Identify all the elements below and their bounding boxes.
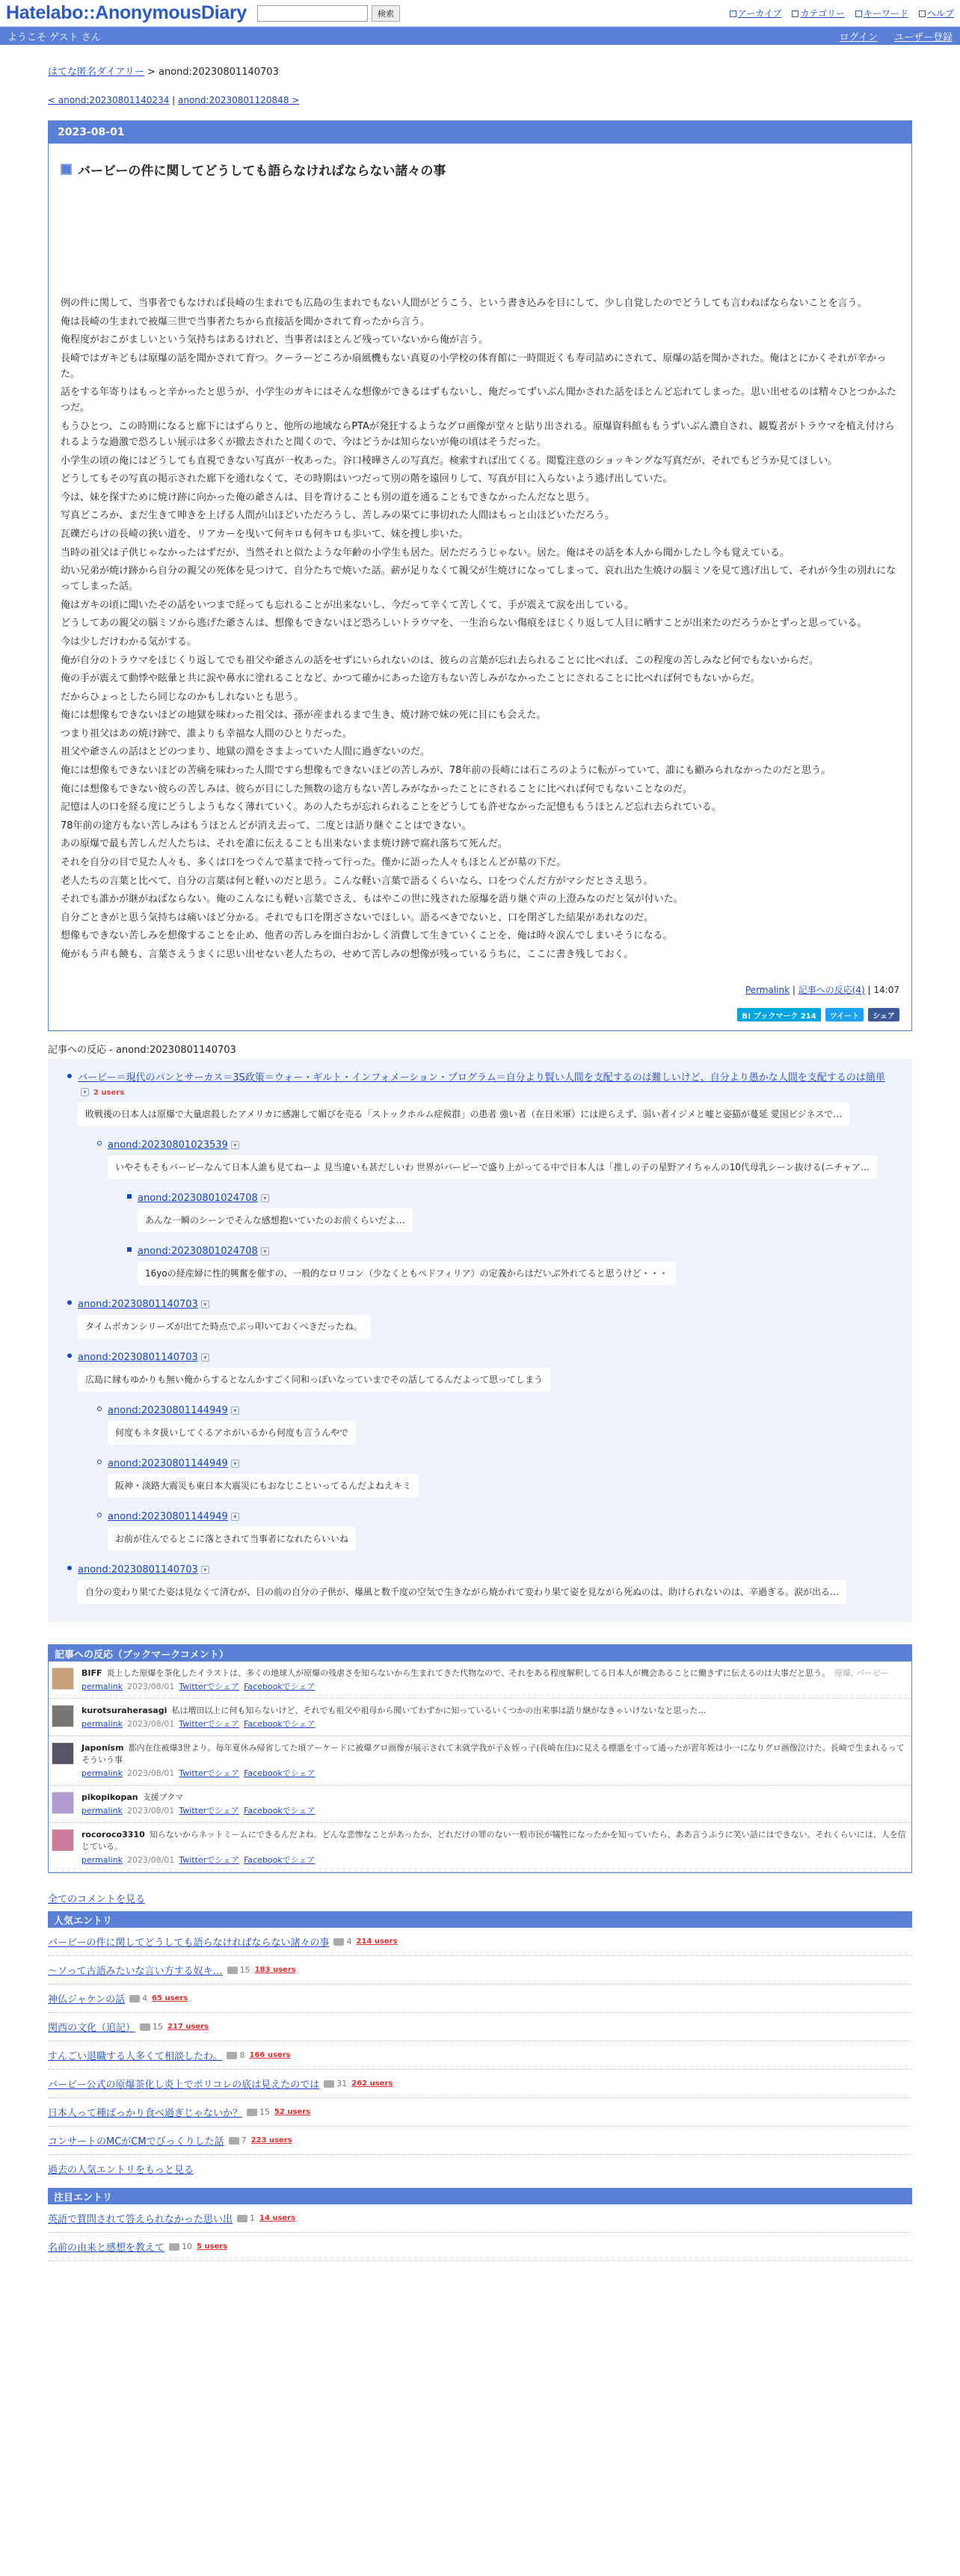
bookmark-row <box>49 1662 911 1699</box>
tweet-button[interactable]: ツイート <box>825 1008 864 1021</box>
response-users-count[interactable]: 2 users <box>93 1089 125 1097</box>
bookmark-content <box>81 1667 889 1693</box>
comment-count-value: 8 <box>239 2050 245 2060</box>
entry-link[interactable]: 日本人って種ばっかり食べ過ぎじゃないか？ <box>48 2108 243 2119</box>
entry-paragraph: 話をする年寄りはもっと辛かったと思うが、小学生のガキにはそんな想像ができるはずもないし、俺だってずいぶん聞かされた話をほとんど忘れてしまった。思い出せるのは精々ひとつかふたつだ。 <box>61 387 896 414</box>
entry-paragraph: だからひょっとしたら同じなのかもしれないとも思う。 <box>61 691 304 703</box>
chevron-down-icon[interactable]: ▾ <box>201 1300 209 1309</box>
chevron-down-icon[interactable]: ▾ <box>261 1247 269 1255</box>
register-link[interactable]: ユーザー登録 <box>893 31 953 43</box>
response-title-link[interactable]: anond:20230801024708 <box>138 1193 258 1204</box>
bookmark-permalink[interactable]: permalink <box>81 1682 123 1691</box>
bullet-icon <box>97 1513 102 1517</box>
comment-count <box>140 2022 163 2032</box>
bookmark-permalink[interactable]: permalink <box>81 1855 123 1865</box>
response-body-wrap <box>78 1363 894 1392</box>
avatar[interactable] <box>52 1667 74 1690</box>
response-body: 敗戦後の日本人は原爆で大量虐殺したアメリカに感謝して媚びを売る「ストックホルム症候群」の患者 強い者（在日米軍）には逆らえず、弱い者イジメと嘘と姿猫が蔓延 愛国ビジネスで… <box>78 1102 849 1126</box>
facebook-share-link[interactable]: Facebookでシェア <box>244 1768 316 1778</box>
entry-body <box>61 295 899 962</box>
bullet-icon <box>97 1460 102 1464</box>
bookmark-date: 2023/08/01 <box>127 1719 175 1729</box>
chevron-down-icon[interactable]: ▾ <box>231 1513 239 1521</box>
chevron-down-icon[interactable]: ▾ <box>231 1407 239 1415</box>
bookmark-row <box>49 1786 911 1823</box>
response-title-link[interactable]: anond:20230801144949 <box>108 1405 228 1416</box>
popular-list <box>48 1928 912 2155</box>
entry-paragraph: 写真どころか、まだ生きて呻きを上げる人間が山ほどいただろうし、苦しみの果てに事切れた人間はもっと山ほどいただろう。 <box>61 510 615 522</box>
facebook-share-link[interactable]: Facebookでシェア <box>244 1719 316 1729</box>
entry-link[interactable]: バービーの件に関してどうしても語らなければならない諸々の事 <box>48 1937 330 1949</box>
bullet-icon <box>97 1141 102 1146</box>
entry-paragraph: 俺がもう声も饒も、言葉さえうまくに思い出せない老人たちの、せめて苦しみの想像が残っているうちに、ここに書き残しておく。 <box>61 949 634 960</box>
bookmark-meta <box>81 1718 706 1730</box>
bookmark-content <box>81 1705 706 1730</box>
users-count[interactable]: 183 users <box>254 1966 296 1974</box>
response-body: 何度もネタ扱いしてくるアホがいるから何度も言うんやで <box>108 1421 356 1445</box>
entry-title <box>61 160 899 179</box>
response-body-wrap <box>108 1151 894 1179</box>
bookmark-user[interactable]: pikopikopan <box>81 1792 138 1802</box>
users-count[interactable]: 52 users <box>274 2108 311 2116</box>
entry-paragraph: 瓦礫だらけの長崎の狭い道を、リアカーを曳いて何キロも何キロも歩いて、妹を捜し歩いた。 <box>61 528 469 540</box>
popular-more-row <box>48 2155 912 2182</box>
bookmark-line <box>81 1742 911 1766</box>
help-link[interactable] <box>919 7 954 19</box>
bookmark-user[interactable]: BIFF <box>81 1668 102 1678</box>
entry-box <box>48 120 912 1031</box>
bookmark-row <box>49 1736 911 1786</box>
entry-paragraph: つまり祖父はあの焼け跡で、誰よりも幸福な人間のひとりだった。 <box>61 728 352 740</box>
entry-time: | 14:07 <box>864 985 899 995</box>
twitter-share-link[interactable]: Twitterでシェア <box>179 1806 240 1816</box>
entry-paragraph: 俺には想像もできない彼らの苦しみは、彼らが目にした無数の途方もない苦しみがなかったことにされることに比べれば何でもないことなのだ。 <box>61 783 693 795</box>
popular-more-link[interactable]: 過去の人気エントリをもっと見る <box>48 2164 194 2176</box>
chevron-down-icon[interactable]: ▾ <box>81 1088 89 1096</box>
pager-sep: | <box>169 95 178 105</box>
entry-paragraph: どうしてあの親父の脳ミソから逃げた爺さんは、想像もできないほど恐ろしいトラウマを、一生治らない傷痕をほじくり返して人目に晒すことが出来たのだろうかとずっと思っている。 <box>61 618 867 630</box>
archive-icon <box>730 10 736 17</box>
entry-paragraph: 想像もできない苦しみを想像することを止め、他者の苦しみを面白おかしく消費して生きていくことを、俺は時々涙んでしまいそうになる。 <box>61 930 673 942</box>
attention-list <box>48 2204 912 2261</box>
twitter-share-link[interactable]: Twitterでシェア <box>179 1855 240 1865</box>
help-label: ヘルプ <box>926 8 954 19</box>
avatar[interactable] <box>52 1705 74 1727</box>
response-title-link[interactable]: anond:20230801144949 <box>108 1511 228 1522</box>
bookmark-line <box>81 1829 911 1853</box>
entry-paragraph: 当時の祖父は子供じゃなかったはずだが、当然それと似たような年齢の小学生も居た。居ただろうじゃない。居た。俺はその話を本人から聞かしたし今も覚えている。 <box>61 547 790 559</box>
entry-paragraph: 俺には想像もできないほどの地獄を味わった祖父は、孫が産まれるまで生き、焼け跡で妹の死に目にも会えた。 <box>61 710 547 722</box>
bullet-icon <box>97 1407 102 1411</box>
login-link[interactable]: ログイン <box>839 31 878 43</box>
bookmark-comment: 都内在住被爆3世より。毎年夏休み帰省してた頃アーケードに被爆グロ画像が展示されて未就学我が子＆姪っ子(長崎在住)に見える標悪を寸って通ったが習年姪は小一になりグロ画像泣けた。長崎で生まれるってそういう事 <box>81 1743 905 1765</box>
chevron-down-icon[interactable]: ▾ <box>231 1141 239 1149</box>
bookmark-row <box>49 1699 911 1736</box>
comment-count-value: 15 <box>239 1965 250 1975</box>
response-body-wrap <box>78 1576 894 1604</box>
bookmark-comment: 支援ブクマ <box>142 1792 184 1802</box>
facebook-share-link[interactable]: Facebookでシェア <box>244 1855 316 1865</box>
response-body: 阪神・淡路大震災も東日本大震災にもおなじこといってるんだよねえキミ <box>108 1474 419 1498</box>
bookmark-list <box>49 1662 911 1872</box>
users-count[interactable]: 65 users <box>152 1994 188 2002</box>
bookmark-date: 2023/08/01 <box>127 1855 175 1865</box>
comment-count <box>324 2079 347 2088</box>
facebook-share-button[interactable]: シェア <box>868 1008 899 1021</box>
comment-count <box>227 1965 250 1975</box>
response-body-wrap <box>138 1257 894 1285</box>
facebook-share-link[interactable]: Facebookでシェア <box>244 1806 316 1816</box>
comment-icon <box>129 1995 140 2002</box>
bookmark-date: 2023/08/01 <box>127 1682 175 1691</box>
site-logo[interactable]: Hatelabo::AnonymousDiary <box>6 2 247 23</box>
entry-row <box>48 2070 912 2098</box>
response-item <box>78 1069 894 1126</box>
response-item <box>108 1137 894 1179</box>
entry-blank-space <box>61 179 899 295</box>
bookmark-comments <box>48 1644 912 1873</box>
comment-count <box>229 2136 247 2145</box>
comment-icon <box>169 2243 179 2251</box>
main-content <box>0 64 960 2261</box>
comment-count-value: 1 <box>250 2213 256 2223</box>
breadcrumb-current: anond:20230801140703 <box>159 67 279 78</box>
comment-count-value: 4 <box>346 1937 352 1946</box>
avatar[interactable] <box>52 1792 74 1814</box>
bookmark-content <box>81 1792 320 1817</box>
entry-paragraph: 幼い兄弟が焼け跡から自分の親父の死体を見つけて、自分たちで焼いた話。薪が足りなくて親父が生焼けになってしまって、哀れ出た生焼けの脳ミソを見て逃げ出して、それが今生の別れになってしまった話。 <box>61 565 896 593</box>
entry-link[interactable]: すんごい退職する人多くて相談したわ。 <box>48 2051 223 2062</box>
response-body-wrap <box>108 1522 894 1551</box>
comment-count <box>227 2050 244 2060</box>
next-entry-link[interactable]: anond:20230801120848 > <box>178 95 300 105</box>
users-count[interactable]: 166 users <box>249 2051 291 2059</box>
response-body: 自分の変わり果てた姿は見なくて済むが、目の前の自分の子供が、爆風と数千度の空気で生きながら焼かれて変わり果て姿を見ながら死ぬのは、助けられないのは、辛過ぎる。涙が出る… <box>78 1580 846 1604</box>
comment-count-value: 15 <box>153 2022 164 2032</box>
comment-count-value: 15 <box>259 2107 271 2117</box>
users-count[interactable]: 223 users <box>250 2136 292 2145</box>
entry-row <box>48 2041 912 2070</box>
bullet-icon <box>67 1566 72 1570</box>
bookmark-line <box>81 1667 889 1679</box>
bookmark-tags: 原爆, バービー <box>834 1668 889 1678</box>
chevron-down-icon[interactable]: ▾ <box>231 1460 239 1468</box>
bookmark-meta <box>81 1768 911 1780</box>
bullet-icon <box>67 1074 72 1078</box>
entry-link[interactable]: 英語で質問されて答えられなかった思い出 <box>48 2214 233 2225</box>
popular-heading: 人気エントリ <box>48 1911 912 1928</box>
entry-row <box>48 2233 912 2261</box>
response-body: タイムボカンシリーズが出てた時点でぶっ叩いておくべきだったね。 <box>78 1315 370 1338</box>
response-title-link[interactable]: anond:20230801140703 <box>78 1564 198 1576</box>
bookmark-permalink[interactable]: permalink <box>81 1806 123 1816</box>
response-title-link[interactable]: anond:20230801024708 <box>138 1246 258 1257</box>
pager <box>48 95 912 110</box>
bullet-icon <box>127 1194 132 1199</box>
users-count[interactable]: 217 users <box>167 2023 209 2031</box>
response-item <box>78 1561 894 1604</box>
bookmark-line <box>81 1792 320 1804</box>
response-item <box>108 1455 894 1498</box>
avatar[interactable] <box>52 1742 74 1765</box>
entry-paragraph: 俺はガキの頃に聞いたその話をいつまで経っても忘れることが出来ないし、今だって辛くて苦しくて、手が震えて涙を出している。 <box>61 599 634 611</box>
entry-paragraph: 例の件に関して、当事者でもなければ長崎の生まれでも広島の生まれでもない人間がどうこう、という書き込みを目にして、少し自覚したのでどうしても言わねばならないことを言う。 <box>61 298 867 309</box>
entry-paragraph: 今は少しだけわかる気がする。 <box>61 636 197 648</box>
response-item <box>78 1349 894 1392</box>
entry-paragraph: 俺には想像もできないほどの苦痛を味わった人間ですら想像もできないほどの苦しみが、78年前の長崎には石ころのように転がっていて、誰にも顧みられなかったのだと思う。 <box>61 765 831 777</box>
comment-count-value: 7 <box>241 2136 247 2145</box>
entry-paragraph: 祖父や爺さんの話はとどのつまり、地獄の淵をさまよっていた人間に過ぎないのだ。 <box>61 746 431 758</box>
response-body-wrap <box>78 1310 894 1338</box>
response-body-wrap <box>108 1469 894 1498</box>
keyword-label: キーワード <box>863 8 908 19</box>
archive-link[interactable] <box>730 7 782 19</box>
response-item <box>78 1296 894 1338</box>
entry-row <box>48 2127 912 2155</box>
permalink[interactable]: Permalink <box>745 985 790 995</box>
entry-paragraph: 俺程度がおこがましいという気持ちはあるけれど、当事者はほとんど残っていないから俺が言う。 <box>61 334 489 346</box>
response-title-link[interactable]: バービー＝現代のパンとサーカス＝3S政策＝ウォー・ギルト・インフォメーション・プログラム＝自分より賢い人間を支配するのは難しいけど、自分より愚かな人間を支配するのは簡単 <box>78 1072 885 1083</box>
attention-section <box>48 2188 912 2261</box>
bookmark-meta <box>81 1805 320 1817</box>
response-item <box>138 1190 894 1232</box>
comment-icon <box>237 2215 247 2222</box>
bookmark-user[interactable]: kurotsuraherasagi <box>81 1706 167 1715</box>
category-label: カテゴリー <box>800 8 845 19</box>
facebook-share-link[interactable]: Facebookでシェア <box>244 1682 316 1691</box>
response-body-wrap <box>78 1098 894 1126</box>
bookmark-user[interactable]: Japonism <box>81 1743 124 1753</box>
reactions-link[interactable]: 記事への反応(4) <box>798 985 865 995</box>
help-icon <box>919 10 926 17</box>
entry-paragraph: 老人たちの言葉と比べて、自分の言葉は何と軽いのだと思う。こんな軽い言葉で語るくらいなら、口をつぐんだ方がマシだとさえ思う。 <box>61 875 653 887</box>
response-body: お前が住んでるとこに落とされて当事者になれたらいいね <box>108 1527 356 1551</box>
response-body: 広島に縁もゆかりも無い俺からするとなんかすごく同和っぽいなっていまでその話してるんだよって思ってしまう <box>78 1368 550 1392</box>
twitter-share-link[interactable]: Twitterでシェア <box>179 1719 240 1729</box>
entry-paragraph: あの原爆で最も苦しんだ人たちは、それを誰に伝えることも出来ないまま焼け跡で腐れ落ちて死んだ。 <box>61 838 508 850</box>
comment-count-value: 31 <box>336 2079 348 2088</box>
comment-icon <box>229 2137 239 2145</box>
comment-count <box>129 1994 147 2003</box>
comment-icon <box>140 2023 150 2031</box>
all-comments-link[interactable]: 全てのコメントを見る <box>48 1894 146 1905</box>
response-body-wrap <box>138 1204 894 1232</box>
comment-count <box>333 1937 351 1946</box>
response-body-wrap <box>108 1416 894 1445</box>
header-links <box>730 7 954 19</box>
entry-row <box>48 2098 912 2127</box>
comment-count <box>169 2242 192 2251</box>
bookmark-line <box>81 1705 706 1717</box>
entry-link[interactable]: 関西の文化（追記） <box>48 2023 136 2034</box>
share-buttons <box>61 1008 899 1021</box>
entry-paragraph: それを自分の目で見た人々も、多くは口をつぐんで墓まで持って行った。僅かに語った人々もほとんどが墓の下だ。 <box>61 857 567 869</box>
breadcrumb <box>48 64 912 79</box>
response-title-link[interactable]: anond:20230801140703 <box>78 1299 198 1310</box>
bookmark-date: 2023/08/01 <box>127 1806 175 1816</box>
keyword-icon <box>855 10 862 17</box>
bookmark-row <box>49 1823 911 1872</box>
entry-link[interactable]: コンサートのMCがCMでびっくりした話 <box>48 2136 224 2148</box>
entry-paragraph: 記憶は人の口を経る度にどうしようもなく薄れていく。あの人たちが忘れられることをどうしても許せなかった記憶ももうほとんど忘れ去られている。 <box>61 802 721 814</box>
archive-label: アーカイブ <box>737 8 782 19</box>
bullet-icon <box>127 1247 132 1252</box>
response-body: 16yoの経産婦に性的興奮を催すの、一般的なロリコン（少なくともペドフィリア）の定義からはだいぶ外れてると思うけど・・・ <box>138 1261 676 1285</box>
entry-row <box>48 2204 912 2233</box>
response-tree <box>48 1059 912 1622</box>
entry-link[interactable]: 名前の由来と感想を教えて <box>48 2243 165 2254</box>
hatena-bookmark-button[interactable]: B! ブックマーク 214 <box>737 1008 820 1021</box>
twitter-share-link[interactable]: Twitterでシェア <box>179 1768 240 1778</box>
entry-paragraph: 俺は長崎の生まれで被爆三世で当事者たちから直接話を聞かされて育ったから言う。 <box>61 316 431 328</box>
users-count[interactable]: 262 users <box>351 2079 393 2088</box>
users-count[interactable]: 14 users <box>259 2214 296 2222</box>
entry-footer: Permalink | 記事への反応(4) | 14:07 <box>745 985 899 995</box>
site-header <box>0 0 960 27</box>
entry-paragraph: 今は、妹を探すために焼け跡に向かった俺の爺さんは、目を背けることも別の道を通ることもできなかったんだなと思う。 <box>61 491 596 503</box>
bookmark-content <box>81 1742 911 1780</box>
entry-paragraph: 自分ごときがと思う気持ちは痛いほど分かる。それでも口を閉ざさないでほしい。語るべきでないと、口を閉ざした結果があれなのだ。 <box>61 912 654 923</box>
entry-paragraph: どうしてもその写真の掲示された廊下を通れなくて、その時期はいつだって別の階を遠回りして、写真が目に入らないよう逃げ出していた。 <box>61 473 673 485</box>
entry-paragraph: 小学生の頃の俺にはどうしても直視できない写真が一枚あった。谷口稜曄さんの写真だ。検索すれば出てくる。閲覧注意のショッキングな写真だが、それでもどうか見てほしい。 <box>61 455 838 467</box>
category-link[interactable] <box>792 7 845 19</box>
bullet-icon <box>67 1300 72 1305</box>
bookmark-comment: 炎上した原爆を茶化したイラストは、多くの地球人が原爆の残虐さを知らないから生まれてきた代物なので、それをある程度解釈してる日本人が機会あることに働きずに伝えるのは大事だと思う。 <box>106 1668 830 1678</box>
all-comments-row <box>48 1891 912 1905</box>
response-body: あんな一瞬のシーンでそんな感想抱いていたのお前くらいだよ… <box>138 1208 413 1232</box>
users-count[interactable]: 214 users <box>356 1937 398 1946</box>
entry-paragraph: 俺の手が震えて動悸や眩暈と共に涙や鼻水に塗れることなど、かつて確かにあった途方もない苦しみがなかったことにされることに比べれば何でもないからだ。 <box>61 673 760 685</box>
bookmark-permalink[interactable]: permalink <box>81 1768 123 1778</box>
breadcrumb-sep: > <box>144 67 159 78</box>
bookmark-comment: 私は増田以上に何も知らないけど、それでも祖父や祖母から聞いてわずかに知っているいくつかの出来事は語り継がなきゃいけないなと思った… <box>171 1706 707 1715</box>
bookmark-meta <box>81 1854 911 1866</box>
user-bar <box>0 27 960 45</box>
response-title-link[interactable]: anond:20230801023539 <box>108 1140 228 1151</box>
comment-count <box>237 2213 255 2223</box>
title-square-icon <box>61 164 72 175</box>
search-input[interactable] <box>257 5 368 22</box>
chevron-down-icon[interactable]: ▾ <box>261 1194 269 1202</box>
attention-heading: 注目エントリ <box>48 2188 912 2204</box>
keyword-link[interactable] <box>855 7 908 19</box>
avatar[interactable] <box>52 1829 74 1851</box>
entry-paragraph: 長崎ではガキどもは原爆の話を聞かされて育つ。クーラーどころか扇風機もない真夏の小学校の体育館に一時間近くも寿司詰めにされて、原爆の話を聞かされた。俺はとにかくそれが辛かった。 <box>61 352 887 380</box>
bookmark-content <box>81 1829 911 1866</box>
prev-entry-link[interactable]: < anond:20230801140234 <box>48 95 170 105</box>
entry-link[interactable]: 神仏ジャケンの話 <box>48 1994 126 2005</box>
breadcrumb-root[interactable]: はてな匿名ダイアリー <box>48 67 144 78</box>
entry-row <box>48 1928 912 1956</box>
response-item <box>138 1243 894 1285</box>
entry-paragraph: それでも誰かが継がねばならない。俺のこんなにも軽い言葉でさえ、もはやこの世に残された原爆を語り継ぐ声の上澄みなのだと気が付いた。 <box>61 894 683 906</box>
entry-title-text: バービーの件に関してどうしても語らなければならない諸々の事 <box>78 164 446 179</box>
bookmark-user[interactable]: rocoroco3310 <box>81 1830 145 1839</box>
comment-count <box>247 2107 270 2117</box>
entry-paragraph: 78年前の途方もない苦しみはもうほとんどが消え去って、二度とは語り継ぐことはできない。 <box>61 820 472 831</box>
response-item <box>108 1508 894 1551</box>
users-count[interactable]: 5 users <box>197 2243 228 2251</box>
entry-link[interactable]: 〜ソって古語みたいな言い方する奴キ… <box>48 1966 223 1977</box>
bullet-icon <box>67 1353 72 1358</box>
comment-icon <box>324 2080 334 2088</box>
bookmark-meta <box>81 1681 889 1693</box>
twitter-share-link[interactable]: Twitterでシェア <box>179 1682 240 1691</box>
comment-icon <box>227 2052 237 2059</box>
entry-paragraph: 俺が自分のトラウマをほじくり返してでも祖父や爺さんの話をせずにいられないのは、彼らの言葉が忘れ去られることに比べれば、この程度の苦しみなど何でもないからだ。 <box>61 654 819 666</box>
popular-section <box>48 1911 912 2182</box>
entry-date: 2023-08-01 <box>49 121 911 144</box>
response-item <box>108 1402 894 1445</box>
entry-row <box>48 1956 912 1985</box>
entry-row <box>48 2013 912 2041</box>
response-body: いやそもそもバービーなんて日本人誰も見てねーよ 見当違いも甚だしいわ 世界がバービーで盛り上がってる中で日本人は「推しの子の星野アイちゃんの10代母乳シーン抜ける(ニチャア… <box>108 1155 877 1179</box>
search-button[interactable]: 検索 <box>372 5 400 22</box>
entry-row <box>48 1985 912 2013</box>
bookmark-date: 2023/08/01 <box>127 1768 175 1778</box>
entry-link[interactable]: バービー公式の原爆茶化し炎上でポリコレの底は見えたのでは <box>48 2079 320 2091</box>
response-title-link[interactable]: anond:20230801140703 <box>78 1352 198 1363</box>
chevron-down-icon[interactable]: ▾ <box>201 1566 209 1574</box>
category-icon <box>792 10 799 17</box>
chevron-down-icon[interactable]: ▾ <box>201 1353 209 1362</box>
response-title-link[interactable]: anond:20230801144949 <box>108 1458 228 1469</box>
greeting: ようこそ ゲスト さん <box>7 31 101 43</box>
entry-paragraph: もうひとつ、この時期になると廊下にはずらりと、他所の地域ならPTAが発狂するようなグロ画像が堂々と貼り出される。原爆資料館ももうずいぶん濃自され、観覧者がトラウマを植え付けられるような過激で恐ろしい展示は多くが撤去されたと聞くので、今はどうかは知らないが俺の頃はそうだった。 <box>61 420 895 448</box>
responses-heading: 記事への反応 - anond:20230801140703 <box>48 1045 236 1056</box>
comment-icon <box>227 1967 238 1974</box>
comment-icon <box>333 1938 344 1946</box>
comment-count-value: 4 <box>142 1994 148 2003</box>
bookmark-comment: 知らないからネットミームにできるんだよね。どんな悲惨なことがあったか、どれだけの罪のない一般市民が犠牲になったかを知っていたら、ああ言うふうに笑い話にはできない。それくらいには、人を信じている。 <box>81 1830 906 1851</box>
comment-count-value: 10 <box>182 2242 193 2251</box>
comment-icon <box>247 2109 257 2116</box>
bookmark-permalink[interactable]: permalink <box>81 1719 123 1729</box>
bookmark-heading: 記事への反応（ブックマークコメント） <box>49 1645 911 1662</box>
